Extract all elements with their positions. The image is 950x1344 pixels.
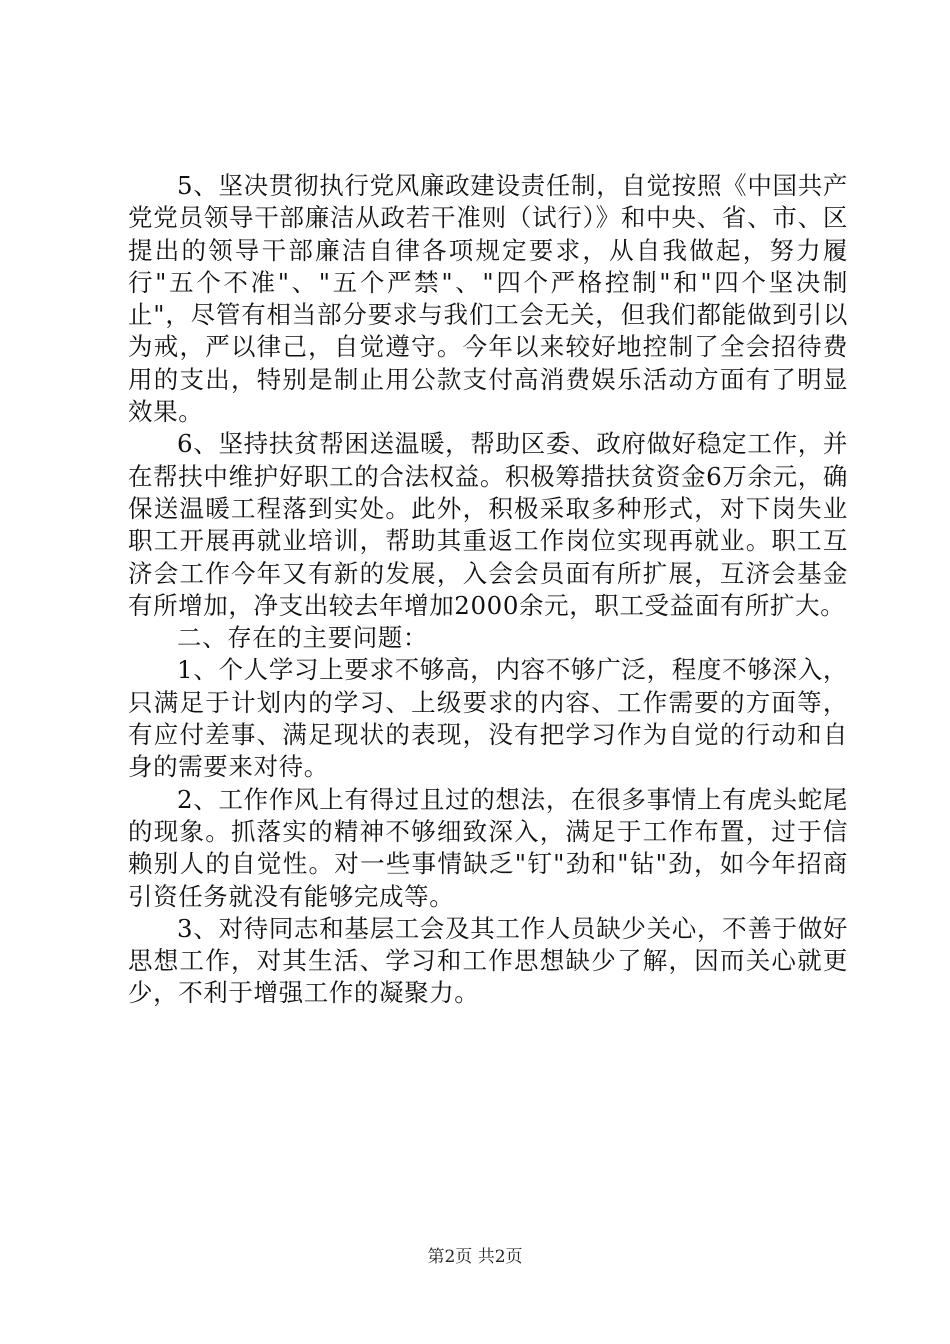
paragraph-item-6: 6、坚持扶贫帮困送温暖，帮助区委、政府做好稳定工作，并在帮扶中维护好职工的合法权益。积极筹措扶贫资金6万余元，确保送温暖工程落到实处。此外，积极采取多种形式，对下岗失业职工开展再就业培训，帮助其重返工作岗位实现再就业。职工互济会工作今年又有新的发展，入会会员面有所扩展，互济会基金有所增加，净支出较去年增加2000余元，职工受益面有所扩大。 [128, 429, 848, 620]
paragraph-item-5: 5、坚决贯彻执行党风廉政建设责任制，自觉按照《中国共产党党员领导干部廉洁从政若干准则（试行）》和中央、省、市、区提出的领导干部廉洁自律各项规定要求，从自我做起，努力履行"五个不准"、"五个严禁"、"四个严格控制"和"四个坚决制止"，尽管有相当部分要求与我们工会无关，但我们都能做到引以为戒，严以律己，自觉遵守。今年以来较好地控制了全会招待费用的支出，特别是制止用公款支付高消费娱乐活动方面有了明显效果。 [128, 171, 848, 427]
paragraph-problem-2: 2、工作作风上有得过且过的想法，在很多事情上有虎头蛇尾的现象。抓落实的精神不够细致深入，满足于工作布置，过于信赖别人的自觉性。对一些事情缺乏"钉"劲和"钻"劲，如今年招商引资任务就没有能够完成等。 [128, 784, 848, 911]
paragraph-problem-1: 1、个人学习上要求不够高，内容不够广泛，程度不够深入，只满足于计划内的学习、上级要求的内容、工作需要的方面等，有应付差事、满足现状的表现，没有把学习作为自觉的行动和自身的需要来对待。 [128, 655, 848, 782]
document-body [128, 170, 848, 1010]
section-heading-problems: 二、存在的主要问题： [177, 623, 428, 653]
paragraph-problem-3: 3、对待同志和基层工会及其工作人员缺少关心，不善于做好思想工作，对其生活、学习和工作思想缺少了解，因而关心就更少，不利于增强工作的凝聚力。 [128, 913, 848, 1008]
page-number-footer: 第2页 共2页 [427, 1247, 523, 1267]
